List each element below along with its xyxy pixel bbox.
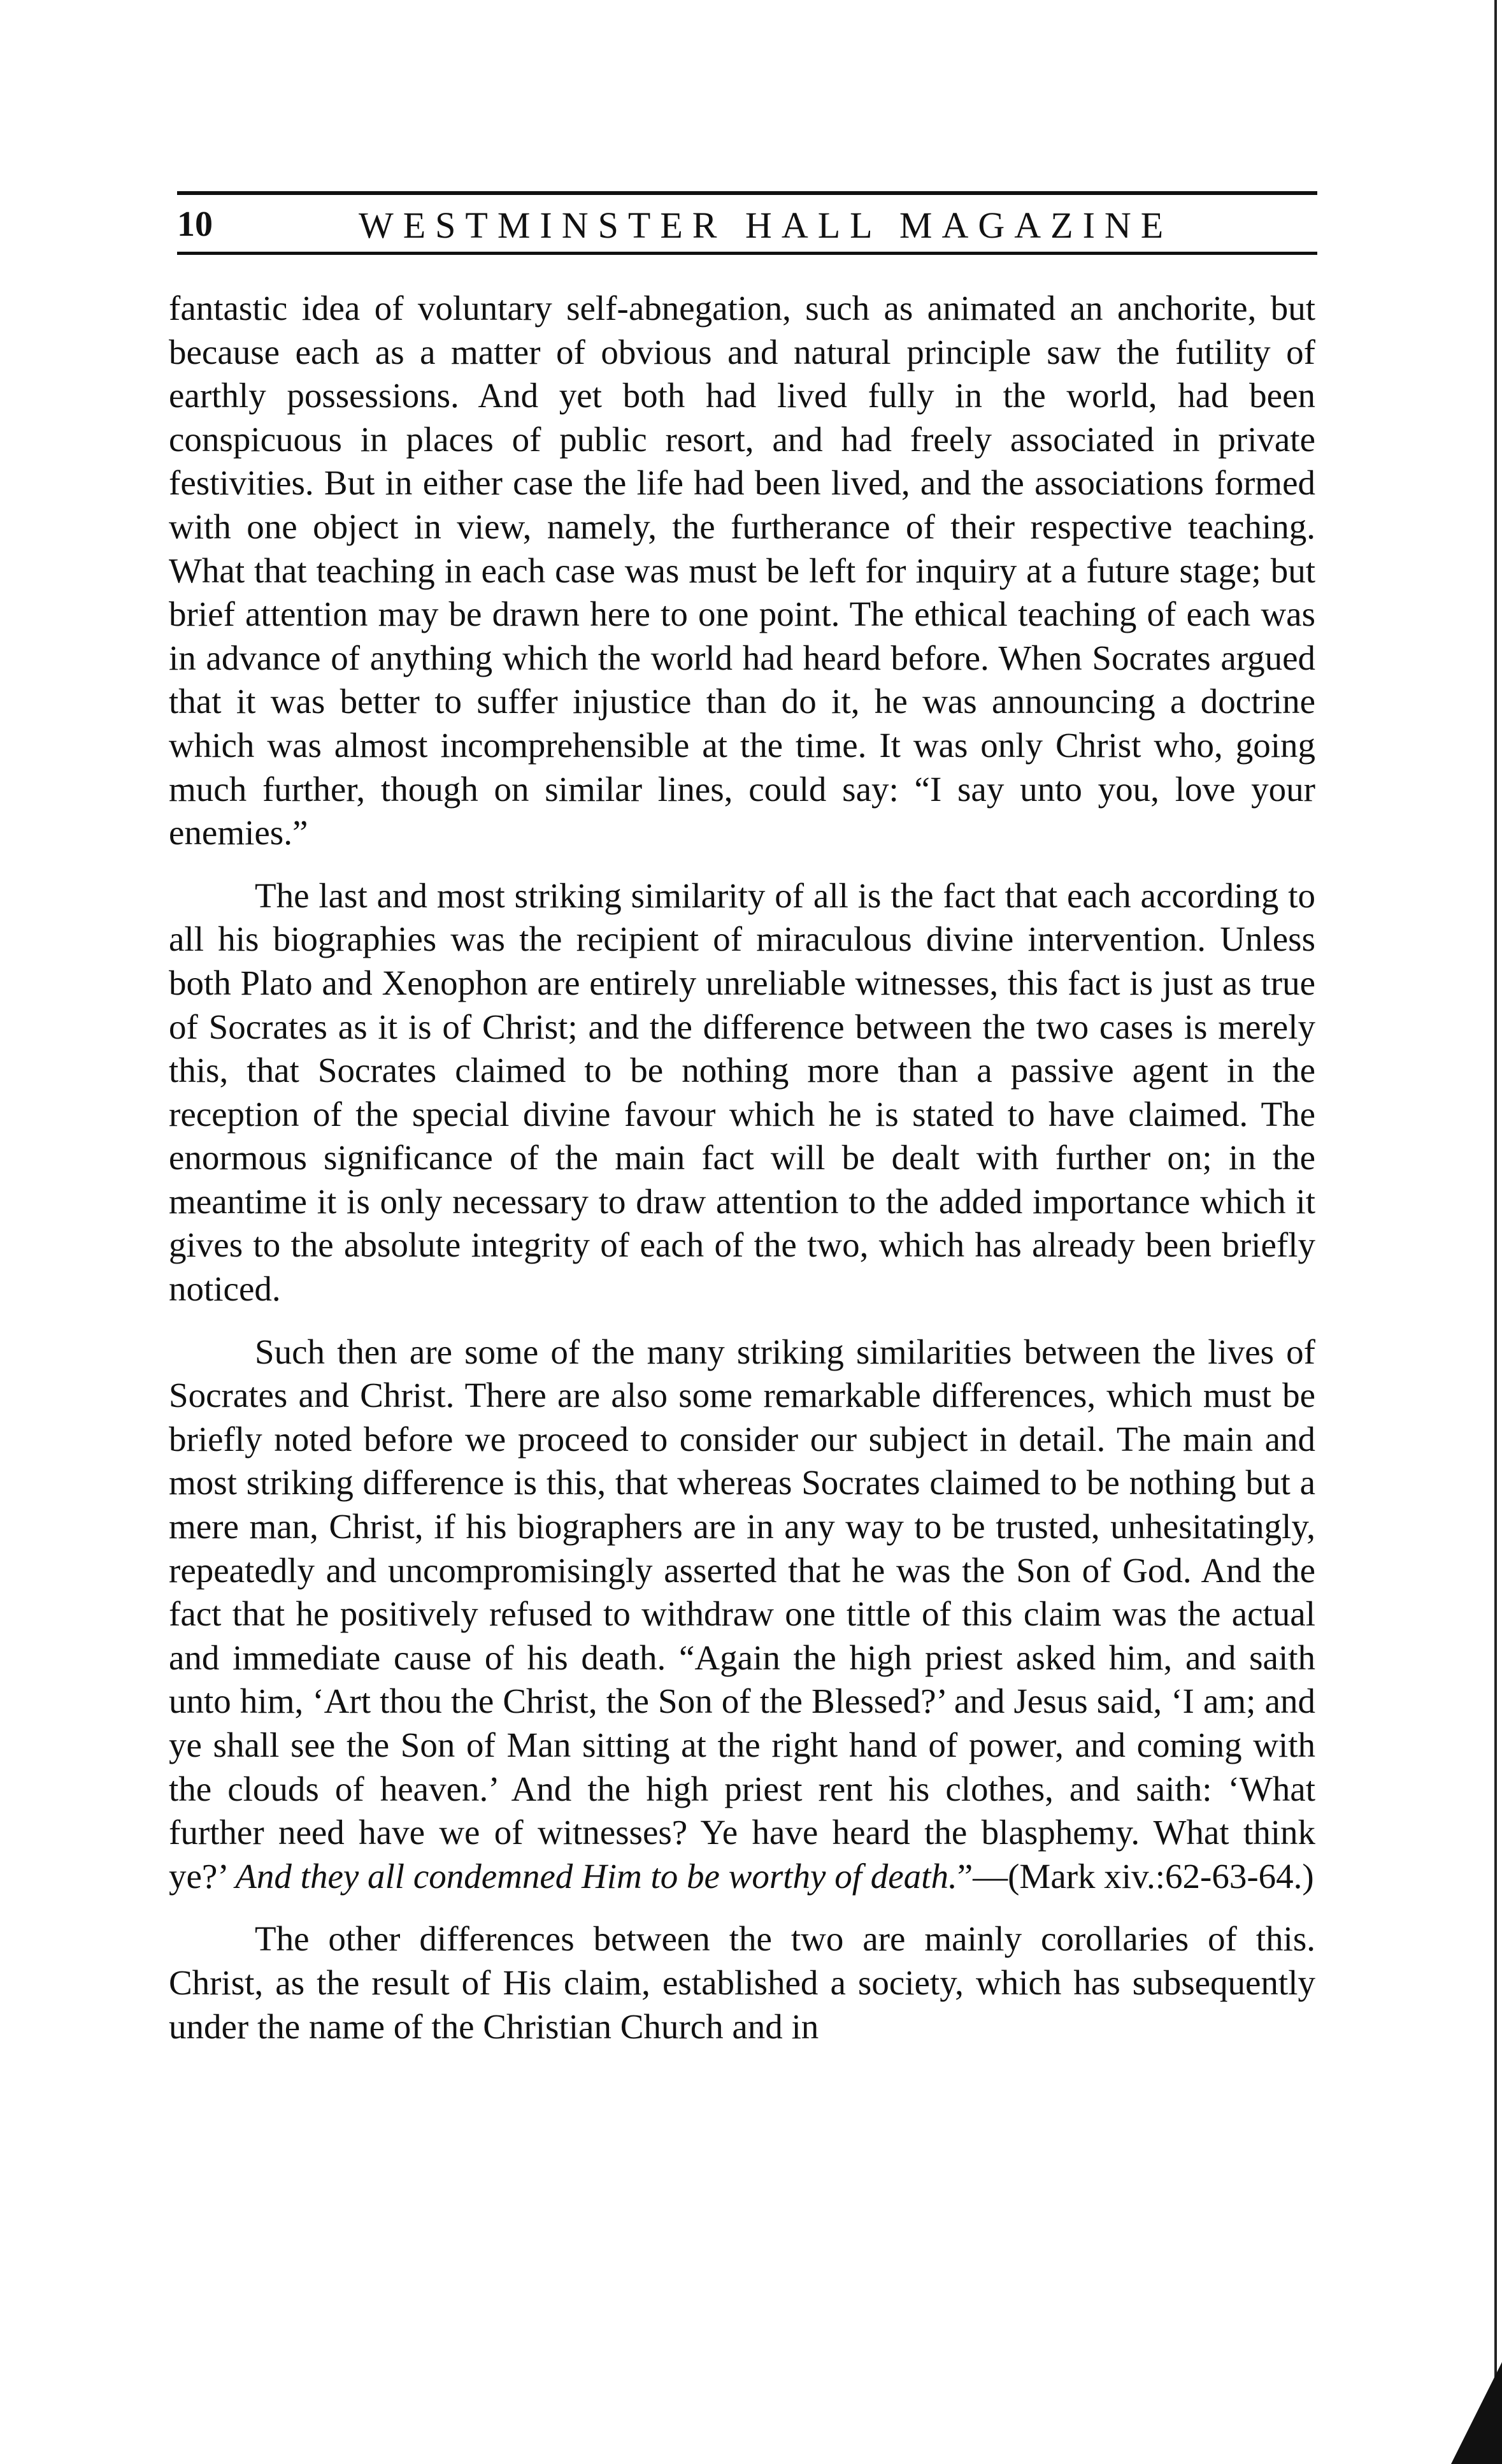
scripture-citation: ”—(Mark xiv.:62-63-64.) bbox=[957, 1856, 1314, 1896]
paragraph bbox=[169, 1330, 1315, 1899]
running-header bbox=[177, 191, 1317, 255]
italic-quotation: And they all condemned Him to be worthy of death. bbox=[235, 1856, 957, 1896]
running-title: WESTMINSTER HALL MAGAZINE bbox=[359, 205, 1173, 246]
page-corner-shadow bbox=[1451, 2362, 1502, 2464]
paragraph: The other differences between the two are mainly corollaries of this. Christ, as the result of His claim, established a society, which has subsequently under the name of the Christian Church and in bbox=[169, 1919, 1315, 2046]
article-body bbox=[169, 287, 1315, 2049]
paragraph-text: Such then are some of the many striking similarities between the lives of Socrates and Christ. There are also some remarkable differences, which must be briefly noted before we proceed to consider our subject in detail. The main and most striking difference is this, that whereas Socrates claimed to be nothing but a mere man, Christ, if his biographers are in any way to be trusted, unhesitatingly, repeatedly and uncompromisingly asserted that he was the Son of God. And the fact that he positively refused to withdraw one tittle of this claim was the actual and immediate cause of his death. “Again the high priest asked him, and saith unto him, ‘Art thou the Christ, the Son of the Blessed?’ and Jesus said, ‘I am; and ye shall see the Son of Man sitting at the right hand of power, and coming with the clouds of heaven.’ And the high priest rent his clothes, and saith: ‘What further need have we of witnesses? Ye have heard the blasphemy. What think ye?’ bbox=[169, 1332, 1315, 1896]
paragraph: The last and most striking similarity of all is the fact that each according to all his biographies was the recipient of miraculous divine intervention. Unless both Plato and Xenophon are entirely unreliable witnesses, this fact is just as true of Socrates as it is of Christ; and the difference between the two cases is merely this, that Socrates claimed to be nothing more than a passive agent in the reception of the special divine favour which he is stated to have claimed. The enormous significance of the main fact will be dealt with further on; in the meantime it is only necessary to draw attention to the added importance which it gives to the absolute integrity of each of the two, which has already been briefly noticed. bbox=[169, 875, 1315, 1309]
page-edge-line bbox=[1494, 0, 1497, 2464]
paragraph: fantastic idea of voluntary self-abnegation, such as animated an anchorite, but because each as a matter of obvious and natural principle saw the futility of earthly possessions. And yet both had lived fully in the world, had been conspicuous in places of public resort, and had freely associated in private festivities. But in either case the life had been lived, and the associations formed with one object in view, namely, the furtherance of their respective teaching. What that teaching in each case was must be left for inquiry at a future stage; but brief attention may be drawn here to one point. The ethical teaching of each was in advance of anything which the world had heard before. When Socrates argued that it was better to suffer injustice than do it, he was announcing a doctrine which was almost incomprehensible at the time. It was only Christ who, going much further, though on similar lines, could say: “I say unto you, love your enemies.” bbox=[169, 289, 1315, 853]
page-number: 10 bbox=[177, 205, 213, 244]
